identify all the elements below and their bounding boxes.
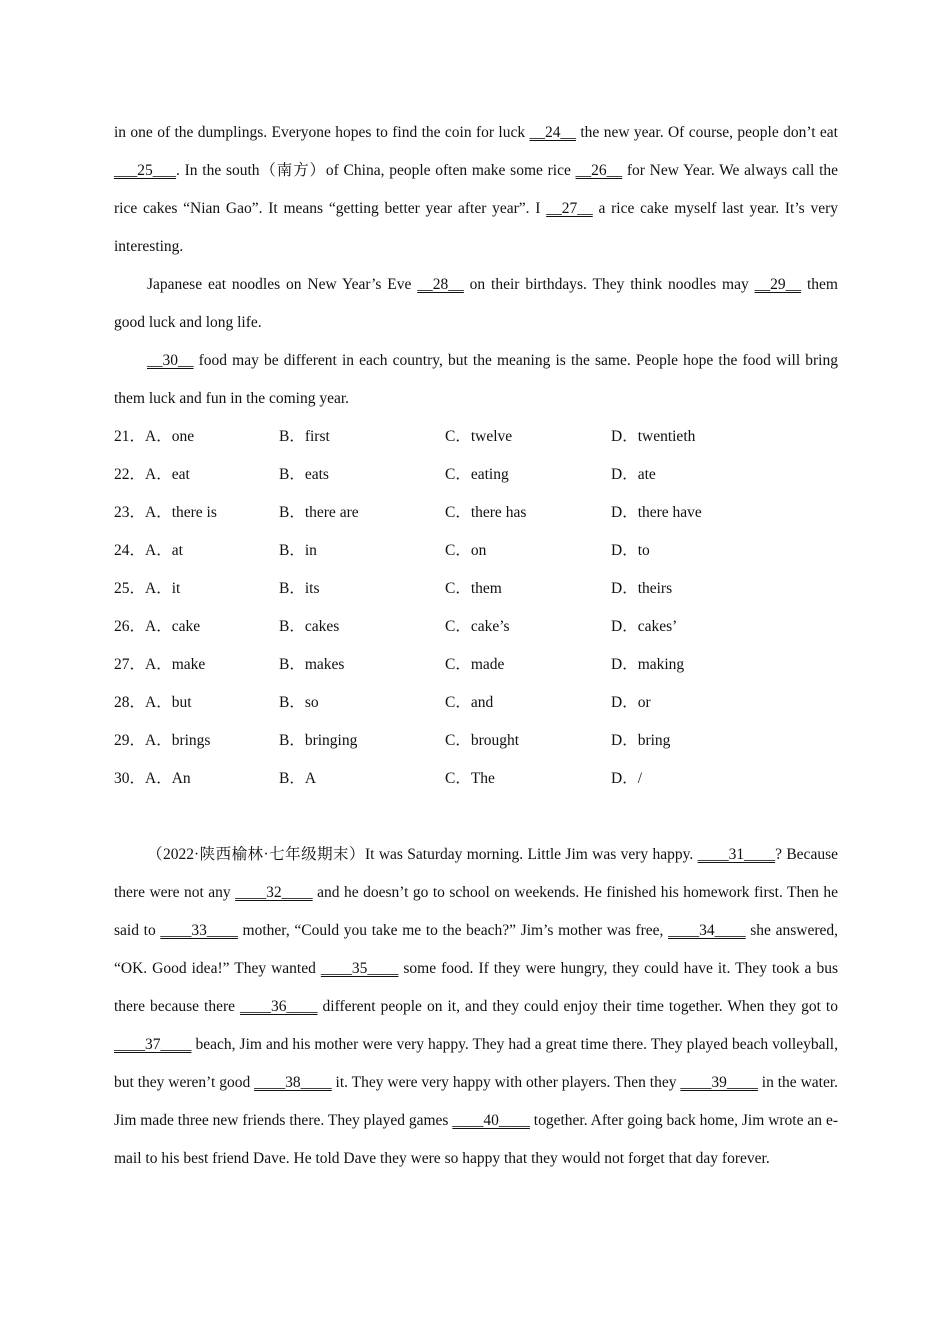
blank-37: ____37____ (114, 1036, 192, 1053)
blank-27: __27__ (546, 200, 593, 217)
blank-32: ____32____ (235, 884, 313, 901)
passage2-paragraph: （2022·陕西榆林·七年级期末）It was Saturday morning. Little Jim was very happy. ____31____? Because there were not any ____32____ and he doesn’t go to school on weekends. He finished his homework first. Then he said to ____33____ mother, “Could you take me to the beach?” Jim’s mother was free, ____34____ she answered, “OK. Good idea!” They wanted ____35____ some food. If they were hungry, they could have it. They took a bus there because there ____36____ different people on it, and they could enjoy their time together. When they got to ____37____ beach, Jim and his mother were very happy. They had a great time there. They played beach volleyball, but they weren’t good ____38____ it. They were very happy with other players. Then they ____39____ in the water. Jim made three new friends there. They played games ____40____ together. After going back home, Jim wrote an e-mail to his best friend Dave. He told Dave they were so happy that they would not forget that day forever. (114, 846, 839, 1167)
blank-26: __26__ (575, 162, 623, 179)
question-number: 28． (114, 694, 146, 711)
question-number: 25． (114, 580, 146, 597)
blank-35: ____35____ (320, 960, 399, 977)
question-number: 23． (114, 504, 146, 521)
option-d[interactable]: D．bring (611, 732, 671, 749)
option-b[interactable]: B．its (279, 580, 320, 597)
passage1-paragraph1: in one of the dumplings. Everyone hopes to find the coin for luck __24__ the new year. Of course, people don’t eat ___25___. In the south（南方）of China, people often make some rice __26__ for New Year. We always call the rice cakes “Nian Gao”. It means “getting better year after year”. I __27__ a rice cake myself last year. It’s very interesting. (114, 124, 839, 255)
blank-39: ____39____ (680, 1074, 758, 1091)
option-c[interactable]: C．eating (445, 466, 509, 483)
blank-33: ____33____ (160, 922, 238, 939)
option-a[interactable]: A．An (145, 770, 191, 787)
question-row (114, 722, 838, 760)
document-page (114, 114, 838, 1178)
question-number: 24． (114, 542, 146, 559)
question-number: 29． (114, 732, 146, 749)
blank-29: __29__ (754, 276, 802, 293)
blank-30: __30__ (147, 352, 194, 369)
option-c[interactable]: C．brought (445, 732, 520, 749)
passage1-paragraph2: Japanese eat noodles on New Year’s Eve __28__ on their birthdays. They think noodles may __29__ them good luck and long life. (114, 276, 838, 331)
option-b[interactable]: B．makes (279, 656, 345, 673)
option-d[interactable]: D．/ (611, 770, 643, 787)
option-a[interactable]: A．eat (145, 466, 190, 483)
option-b[interactable]: B．eats (279, 466, 329, 483)
question-source: （2022·陕西榆林·七年级期末） (147, 846, 366, 863)
option-a[interactable]: A．make (145, 656, 206, 673)
option-a[interactable]: A．one (145, 428, 195, 445)
option-c[interactable]: C．cake’s (445, 618, 510, 635)
blank-31: ____31____ (697, 846, 776, 863)
option-b[interactable]: B．in (279, 542, 317, 559)
question-number: 26． (114, 618, 146, 635)
option-d[interactable]: D．cakes’ (611, 618, 678, 635)
question-row (114, 646, 838, 684)
question-row (114, 494, 838, 532)
option-d[interactable]: D．ate (611, 466, 656, 483)
option-b[interactable]: B．so (279, 694, 319, 711)
question-number: 22． (114, 466, 146, 483)
option-c[interactable]: C．twelve (445, 428, 513, 445)
blank-24: __24__ (529, 124, 576, 141)
question-row (114, 570, 838, 608)
question-options-21-30 (114, 418, 838, 798)
section-spacer (114, 798, 838, 836)
option-b[interactable]: B．there are (279, 504, 359, 521)
option-d[interactable]: D．there have (611, 504, 702, 521)
option-d[interactable]: D．making (611, 656, 685, 673)
option-d[interactable]: D．to (611, 542, 650, 559)
question-row (114, 684, 838, 722)
option-c[interactable]: C．and (445, 694, 494, 711)
option-c[interactable]: C．made (445, 656, 505, 673)
question-row (114, 418, 838, 456)
blank-28: __28__ (417, 276, 464, 293)
option-a[interactable]: A．but (145, 694, 192, 711)
option-d[interactable]: D．or (611, 694, 651, 711)
question-row (114, 532, 838, 570)
blank-40: ____40____ (452, 1112, 530, 1129)
option-c[interactable]: C．them (445, 580, 502, 597)
blank-34: ____34____ (668, 922, 746, 939)
question-row (114, 456, 838, 494)
option-d[interactable]: D．theirs (611, 580, 673, 597)
option-a[interactable]: A．at (145, 542, 183, 559)
option-b[interactable]: B．first (279, 428, 330, 445)
option-a[interactable]: A．brings (145, 732, 211, 749)
blank-25: ___25___ (114, 162, 176, 179)
option-c[interactable]: C．there has (445, 504, 527, 521)
option-b[interactable]: B．A (279, 770, 317, 787)
option-d[interactable]: D．twentieth (611, 428, 696, 445)
option-c[interactable]: C．on (445, 542, 487, 559)
option-b[interactable]: B．cakes (279, 618, 340, 635)
option-b[interactable]: B．bringing (279, 732, 358, 749)
question-number: 27． (114, 656, 146, 673)
option-c[interactable]: C．The (445, 770, 495, 787)
question-number: 21． (114, 428, 146, 445)
blank-36: ____36____ (240, 998, 318, 1015)
option-a[interactable]: A．it (145, 580, 181, 597)
option-a[interactable]: A．cake (145, 618, 201, 635)
question-number: 30． (114, 770, 146, 787)
blank-38: ____38____ (254, 1074, 332, 1091)
passage1-paragraph3: __30__ food may be different in each country, but the meaning is the same. People hope the food will bring them luck and fun in the coming year. (114, 352, 838, 407)
question-row (114, 760, 838, 798)
question-row (114, 608, 838, 646)
option-a[interactable]: A．there is (145, 504, 217, 521)
